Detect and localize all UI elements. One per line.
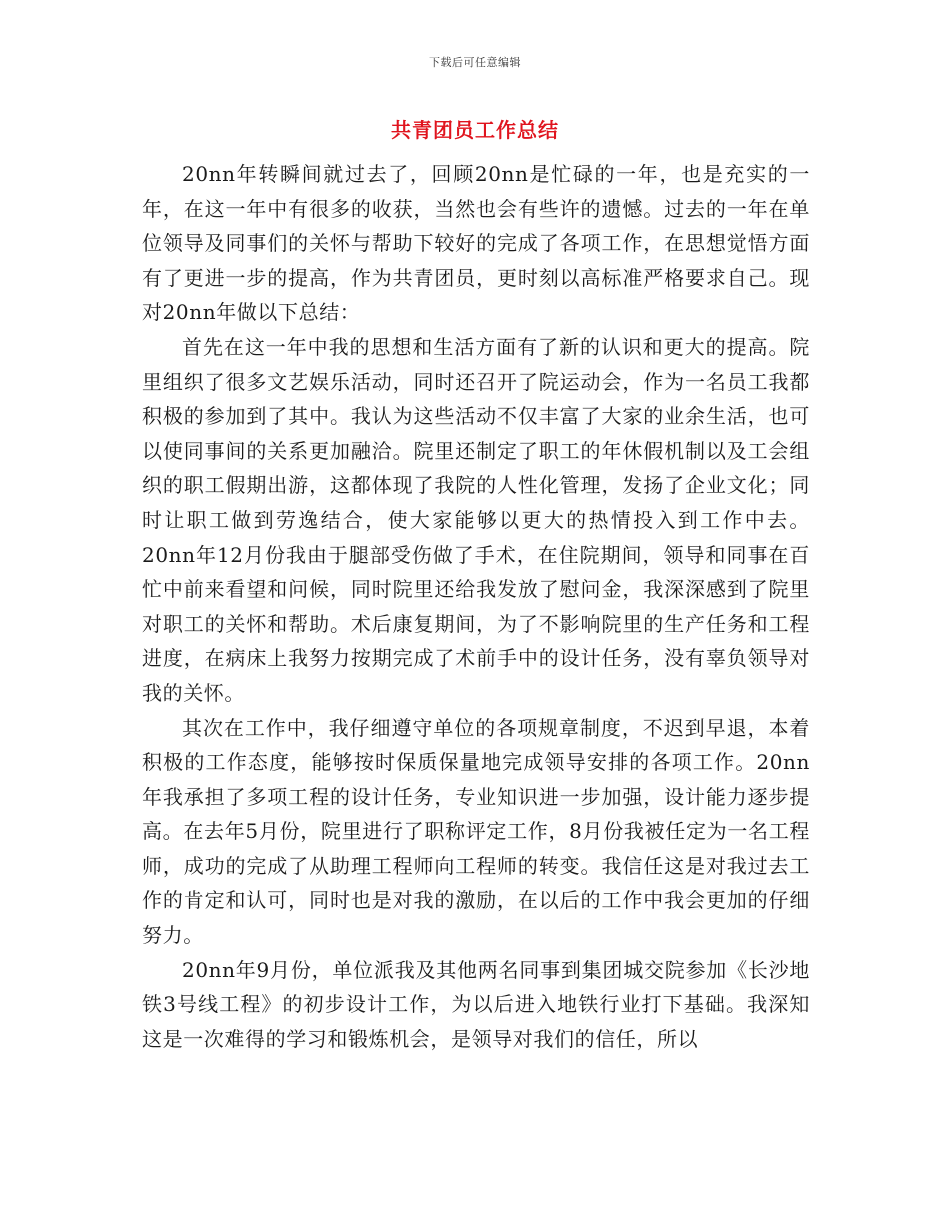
paragraph: 其次在工作中，我仔细遵守单位的各项规章制度，不迟到早退，本着积极的工作态度，能够按时保质保量地完成领导安排的各项工作。20nn年我承担了多项工程的设计任务，专业知识进一步加强，设计能力逐步提高。在去年5月份，院里进行了职称评定工作，8月份我被任定为一名工程师，成功的完成了从助理工程师向工程师的转变。我信任这是对我过去工作的肯定和认可，同时也是对我的激励，在以后的工作中我会更加的仔细努力。 <box>142 715 810 948</box>
header-note: 下载后可任意编辑 <box>429 56 521 69</box>
paragraph: 首先在这一年中我的思想和生活方面有了新的认识和更大的提高。院里组织了很多文艺娱乐活动，同时还召开了院运动会，作为一名员工我都积极的参加到了其中。我认为这些活动不仅丰富了大家的业余生活，也可以使同事间的关系更加融洽。院里还制定了职工的年休假机制以及工会组织的职工假期出游，这都体现了我院的人性化管理，发扬了企业文化；同时让职工做到劳逸结合，使大家能够以更大的热情投入到工作中去。20nn年12月份我由于腿部受伤做了手术，在住院期间，领导和同事在百忙中前来看望和问候，同时院里还给我发放了慰问金，我深深感到了院里对职工的关怀和帮助。术后康复期间，为了不影响院里的生产任务和工程进度，在病床上我努力按期完成了术前手中的设计任务，没有辜负领导对我的关怀。 <box>142 334 810 705</box>
document-body <box>142 157 810 1056</box>
paragraph: 20nn年9月份，单位派我及其他两名同事到集团城交院参加《长沙地铁3号线工程》的初步设计工作，为以后进入地铁行业打下基础。我深知这是一次难得的学习和锻炼机会，是领导对我们的信任，所以 <box>142 957 810 1051</box>
document-title: 共青团员工作总结 <box>391 118 559 142</box>
paragraph: 20nn年转瞬间就过去了，回顾20nn是忙碌的一年，也是充实的一年，在这一年中有很多的收获，当然也会有些许的遗憾。过去的一年在单位领导及同事们的关怀与帮助下较好的完成了各项工作，在思想觉悟方面有了更进一步的提高，作为共青团员，更时刻以高标准严格要求自己。现对20nn年做以下总结： <box>142 162 810 325</box>
